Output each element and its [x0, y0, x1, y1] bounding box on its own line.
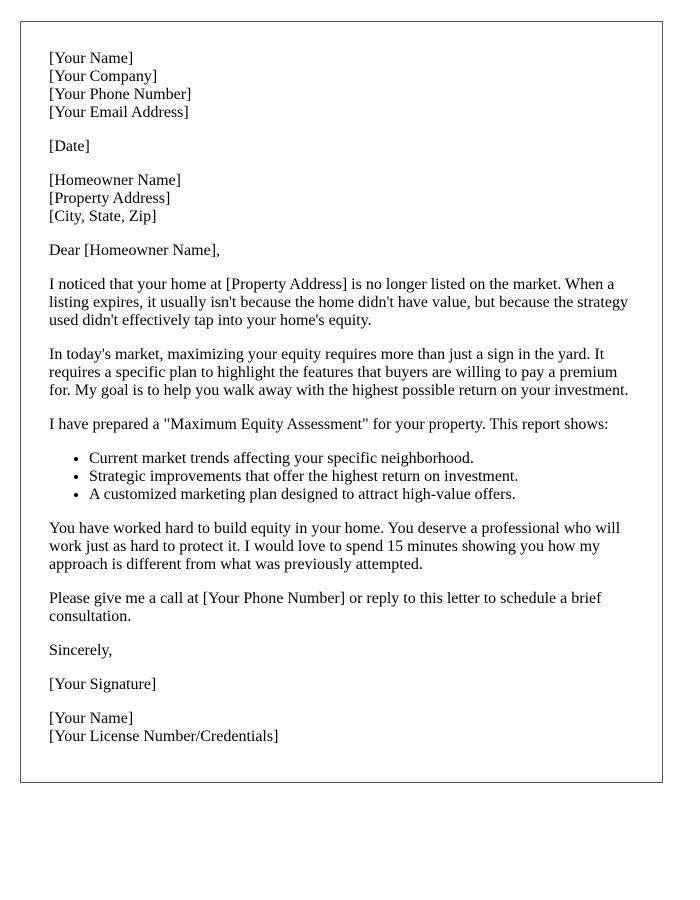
signer-credentials: [Your License Number/Credentials] — [49, 728, 279, 745]
recipient-name: [Homeowner Name] — [49, 172, 181, 189]
body-paragraph: I noticed that your home at [Property Address] is no longer listed on the market. When a listing expires, it usually isn't because the home didn't have value, but because the strategy used didn't effectively tap into your home's equity. — [49, 276, 628, 329]
list-item: • Current market trends affecting your specific neighborhood. — [89, 450, 634, 468]
body-paragraph: In today's market, maximizing your equity requires more than just a sign in the yard. It requires a specific plan to highlight the features that buyers are willing to pay a premium for. My goal is to help you walk away with the highest possible return on your investment. — [49, 346, 629, 399]
report-list — [49, 450, 634, 504]
list-item: • A customized marketing plan designed to attract high-value offers. — [89, 486, 634, 504]
body-paragraph: I have prepared a "Maximum Equity Assessment" for your property. This report shows: — [49, 416, 609, 433]
recipient-address: [Property Address] — [49, 190, 171, 207]
letter-date: [Date] — [49, 138, 90, 155]
signature: [Your Signature] — [49, 676, 157, 693]
recipient-city: [City, State, Zip] — [49, 208, 157, 225]
signer-block — [49, 710, 634, 746]
signoff: Sincerely, — [49, 642, 113, 659]
list-item: • Strategic improvements that offer the highest return on investment. — [89, 468, 634, 486]
salutation: Dear [Homeowner Name], — [49, 242, 221, 259]
signer-name: [Your Name] — [49, 710, 134, 727]
body-paragraph: Please give me a call at [Your Phone Number] or reply to this letter to schedule a brief consultation. — [49, 590, 602, 625]
sender-block — [49, 50, 634, 122]
body-paragraph: You have worked hard to build equity in your home. You deserve a professional who will work just as hard to protect it. I would love to spend 15 minutes showing you how my approach is different from what was previously attempted. — [49, 520, 621, 573]
letter — [20, 21, 663, 783]
sender-email: [Your Email Address] — [49, 104, 189, 121]
sender-name: [Your Name] — [49, 50, 134, 67]
sender-phone: [Your Phone Number] — [49, 86, 192, 103]
sender-company: [Your Company] — [49, 68, 158, 85]
recipient-block — [49, 172, 634, 226]
